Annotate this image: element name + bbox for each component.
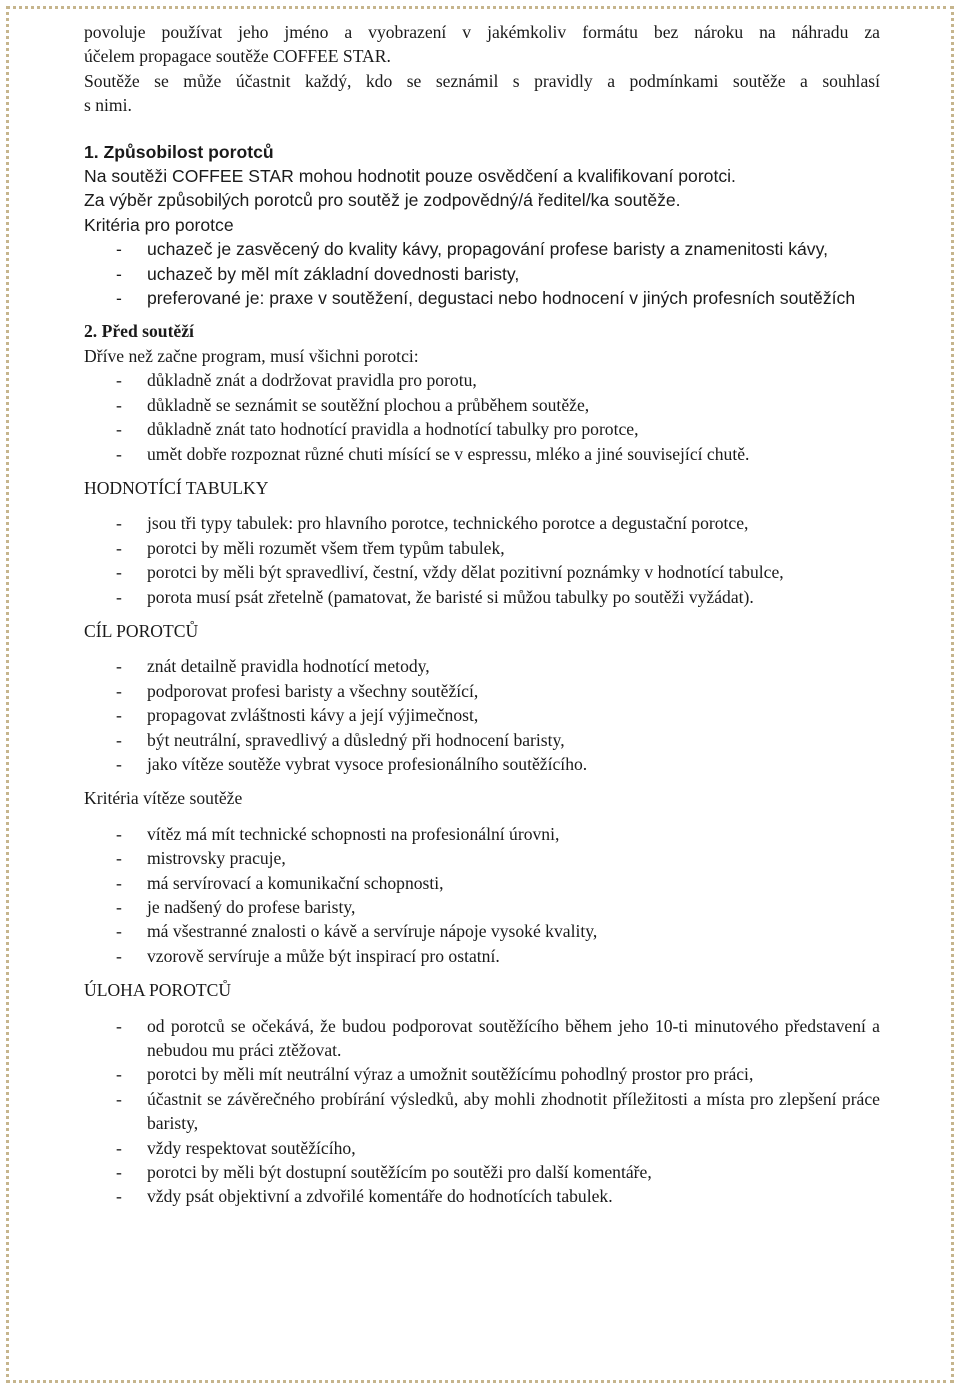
list-item: - preferované je: praxe v soutěžení, degustaci nebo hodnocení v jiných profesních soutěžích [84,286,880,310]
list-item: - důkladně se seznámit se soutěžní plochou a průběhem soutěže, [84,393,880,417]
intro-line: s nimi. [84,95,132,116]
list-item: - podporovat profesi baristy a všechny soutěžící, [84,679,880,703]
list-item: - je nadšený do profese baristy, [84,895,880,919]
list-item: - vždy respektovat soutěžícího, [84,1136,880,1160]
list-item: - porotci by měli mít neutrální výraz a umožnit soutěžícímu pohodlný prostor pro práci, [84,1062,880,1086]
list-item: - účastnit se závěrečného probírání výsledků, aby mohli zhodnotit příležitosti a místa pro zlepšení práce baristy, [84,1087,880,1136]
section-judges-role [84,978,880,1209]
section-heading: 1. Způsobilost porotců [84,141,274,162]
section-porotci-eligibility [84,140,880,311]
list-item: - mistrovsky pracuje, [84,846,880,870]
intro-line: účelem propagace soutěže COFFEE STAR. [84,46,391,67]
list-item: - být neutrální, spravedlivý a důsledný při hodnocení baristy, [84,728,880,752]
document-page [84,20,880,1209]
section-score-sheets [84,476,880,609]
section-judges-goal [84,619,880,776]
list-item: - porota musí psát zřetelně (pamatovat, že baristé si můžou tabulky po soutěži vyžádat). [84,585,880,609]
criteria-list [84,237,880,310]
list-item: - porotci by měli rozumět všem třem typům tabulek, [84,536,880,560]
list-item: - jako vítěze soutěže vybrat vysoce profesionálního soutěžícího. [84,752,880,776]
criteria-title: Kritéria pro porotce [84,214,234,235]
list-item: - od porotců se očekává, že budou podporovat soutěžícího během jeho 10-ti minutového představení a nebudou mu práci ztěžovat. [84,1014,880,1063]
section-winner-criteria [84,786,880,968]
score-sheets-list [84,511,880,609]
section-heading: ÚLOHA POROTCŮ [84,980,232,1001]
winner-criteria-list [84,822,880,968]
list-item: - má všestranné znalosti o kávě a servíruje nápoje vysoké kvality, [84,919,880,943]
role-list [84,1014,880,1209]
list-item: - důkladně znát a dodržovat pravidla pro porotu, [84,368,880,392]
section-heading: CÍL POROTCŮ [84,620,199,641]
paragraph: Za výběr způsobilých porotců pro soutěž je zodpovědný/á ředitel/ka soutěže. [84,190,681,211]
list-item: - znát detailně pravidla hodnotící metody, [84,654,880,678]
list-item: - důkladně znát tato hodnotící pravidla a hodnotící tabulky pro porotce, [84,417,880,441]
list-item: - vždy psát objektivní a zdvořilé komentáře do hodnotících tabulek. [84,1184,880,1208]
list-item: - vzorově servíruje a může být inspirací pro ostatní. [84,944,880,968]
goals-list [84,654,880,776]
list-item: - má servírovací a komunikační schopnosti, [84,871,880,895]
paragraph: Dříve než začne program, musí všichni porotci: [84,345,419,366]
list-item: - umět dobře rozpoznat různé chuti mísící se v espressu, mléko a jiné související chutě. [84,442,880,466]
intro-line: Soutěže se může účastnit každý, kdo se seznámil s pravidly a podmínkami soutěže a souhlasí [84,70,880,91]
list-item: - uchazeč je zasvěcený do kvality kávy, propagování profese baristy a znamenitosti kávy, [84,237,880,261]
list-item: - uchazeč by měl mít základní dovednosti baristy, [84,262,880,286]
list-item: - propagovat zvláštnosti kávy a její výjimečnost, [84,703,880,727]
section-heading: Kritéria vítěze soutěže [84,788,243,809]
duties-list [84,368,880,466]
paragraph: Na soutěži COFFEE STAR mohou hodnotit pouze osvědčení a kvalifikovaní porotci. [84,166,736,187]
section-heading: 2. Před soutěží [84,321,194,342]
list-item: - vítěz má mít technické schopnosti na profesionální úrovni, [84,822,880,846]
list-item: - jsou tři typy tabulek: pro hlavního porotce, technického porotce a degustační porotce, [84,511,880,535]
list-item: - porotci by měli být spravedliví, čestní, vždy dělat pozitivní poznámky v hodnotící tabulce, [84,560,880,584]
section-heading: HODNOTÍCÍ TABULKY [84,477,269,498]
section-before-competition [84,319,880,465]
list-item: - porotci by měli být dostupní soutěžícím po soutěži pro další komentáře, [84,1160,880,1184]
intro-line: povoluje používat jeho jméno a vyobrazení v jakémkoliv formátu bez nároku na náhradu za [84,22,880,42]
